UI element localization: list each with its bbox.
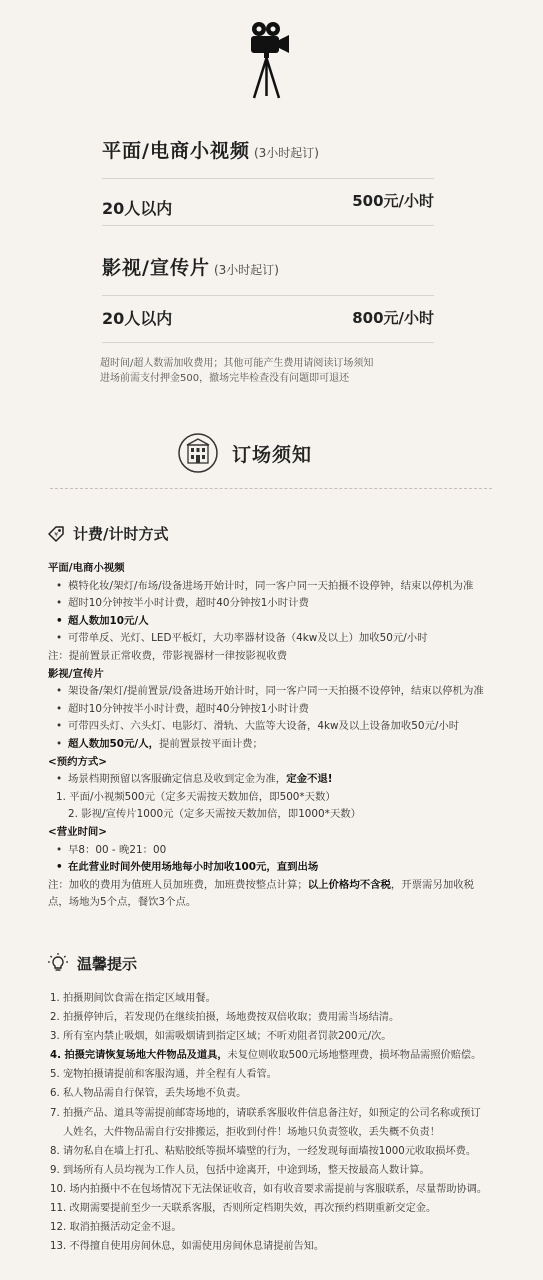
- price-block-film: [102, 253, 434, 343]
- list-item-bold: 以上价格均不含税: [307, 878, 391, 891]
- list-item: • 可带单反、光灯、LED平板灯，大功率器材设备（4kw及以上）加收50元/小时: [48, 630, 528, 648]
- notice-header: [178, 433, 312, 473]
- extra-line: 进场前需支付押金500，撤场完毕检查没有问题即可退还: [100, 373, 350, 384]
- price-value: 500元/小时: [352, 191, 434, 210]
- tip-item: 6. 私人物品需自行保管，丢失场地不负责。: [50, 1088, 247, 1100]
- list-item-bold: 定金不退!: [286, 773, 333, 786]
- price-people: 20人以内: [102, 308, 173, 328]
- list-item: [48, 771, 528, 789]
- list-item: • 在此营业时间外使用场地每小时加收100元，直到出场: [48, 859, 528, 877]
- extra-line: 超时间/超人数需加收费用；其他可能产生费用请阅读订场须知: [100, 358, 374, 369]
- divider: [102, 178, 434, 179]
- list-item-bold: 超人数加50元/人，: [68, 737, 159, 750]
- list-item: • 架设备/架灯/提前置景/设备进场开始计时，同一客户同一天拍摄不设停钟，结束以停机为准: [48, 683, 528, 701]
- tip-item: 3. 所有室内禁止吸烟，如需吸烟请到指定区域；不听劝阻者罚款200元/次。: [50, 1031, 392, 1043]
- lightbulb-icon: [47, 952, 69, 974]
- price-tag-icon: [47, 525, 65, 543]
- list-item-rest: 提前置景按平面计费；: [159, 737, 263, 750]
- extra-fee-note: [100, 356, 373, 386]
- tip-item: 10. 场内拍摄中不在包场情况下无法保证收音，如有收音要求需提前与客服联系，尽量帮助协调。: [50, 1183, 488, 1195]
- list-item: 点，场地为5个点，餐饮3个点。: [48, 896, 197, 909]
- list-item: • 早8：00 - 晚21：00: [48, 842, 528, 860]
- price-people: 20人以内: [102, 198, 173, 218]
- list-item-rest: ，开票需另加收税: [390, 878, 475, 891]
- list-item: 影视/宣传片: [48, 667, 104, 680]
- tip-item: 11. 改期需要提前至少一天联系客服，否则所定档期失效，再次预约档期重新交定金。: [50, 1203, 437, 1215]
- tip-item: [50, 1046, 525, 1065]
- list-item: • 可带四头灯、六头灯、电影灯、滑轨、大监等大设备，4kw及以上设备加收50元/小时: [48, 718, 528, 736]
- list-item: <营业时间>: [48, 825, 107, 838]
- tips-title: 温馨提示: [77, 954, 138, 973]
- building-icon: [178, 433, 218, 473]
- list-item: • 模特化妆/架灯/布场/设备进场开始计时，同一客户同一天拍摄不设停钟，结束以停机为准: [48, 578, 528, 596]
- list-item-rest: 注：加收的费用为值班人员加班费，加班费按整点计算；: [48, 878, 308, 891]
- list-item: <预约方式>: [48, 755, 107, 768]
- tip-item: 7. 拍摄产品、道具等需提前邮寄场地的，请联系客服收件信息备注好，如预定的公司名称或预订: [50, 1107, 481, 1119]
- price-block-flat: [102, 136, 434, 226]
- price-note: (3小时起订): [253, 146, 319, 160]
- list-item: • 超人数加10元/人: [48, 613, 528, 631]
- divider: [102, 225, 434, 226]
- list-item: • 超时10分钟按半小时计费，超时40分钟按1小时计费: [48, 595, 528, 613]
- divider: [102, 342, 434, 343]
- tip-item: 8. 请勿私自在墙上打孔、粘贴胶纸等损坏墙壁的行为，一经发现每面墙按1000元收取损坏费。: [50, 1145, 477, 1157]
- list-item: [48, 877, 528, 895]
- list-item: [48, 736, 528, 754]
- list-item: 平面/电商小视频: [48, 562, 125, 574]
- tip-item-rest: 未复位则收取500元场地整理费，损坏物品需照价赔偿。: [227, 1050, 482, 1062]
- price-title: 影视/宣传片: [102, 257, 210, 279]
- tips-list: [50, 989, 525, 1256]
- billing-header: [47, 523, 168, 544]
- tip-item: 13. 不得擅自使用房间休息，如需使用房间休息请提前告知。: [50, 1241, 325, 1253]
- svg-text:¥: ¥: [54, 531, 59, 538]
- list-item: 2. 影视/宣传片1000元（定多天需按天数加倍，即1000*天数）: [68, 808, 362, 821]
- notice-title: 订场须知: [232, 443, 313, 466]
- film-camera-icon: [246, 20, 290, 100]
- billing-title: 计费/计时方式: [73, 525, 169, 543]
- tips-header: [47, 952, 137, 974]
- tip-item: 12. 取消拍摄活动定金不退。: [50, 1222, 182, 1234]
- tip-item: 9. 到场所有人员均视为工作人员，包括中途离开，中途到场，整天按最高人数计算。: [50, 1164, 430, 1176]
- dashed-divider: [50, 488, 492, 489]
- price-value: 800元/小时: [352, 308, 434, 327]
- list-item: • 超时10分钟按半小时计费，超时40分钟按1小时计费: [48, 701, 528, 719]
- tip-item: 2. 拍摄停钟后，若发现仍在继续拍摄，场地费按双倍收取；费用需当场结清。: [50, 1012, 400, 1024]
- divider: [102, 295, 434, 296]
- billing-list: [48, 560, 528, 912]
- tip-item: 5. 宠物拍摄请提前和客服沟通，并全程有人看管。: [50, 1069, 277, 1081]
- list-item: 注：提前置景正常收费，带影视器材一律按影视收费: [48, 649, 287, 662]
- tip-item: 人姓名，大件物品需自行安排搬运，拒收到付件！场地只负责签收，丢失概不负责！: [63, 1126, 440, 1138]
- price-title: 平面/电商小视频: [102, 140, 250, 162]
- tip-item: 1. 拍摄期间饮食需在指定区域用餐。: [50, 993, 216, 1004]
- tip-item-bold: 4. 拍摄完请恢复场地大件物品及道具，: [50, 1050, 228, 1062]
- price-note: (3小时起订): [213, 263, 279, 277]
- list-item: 1. 平面/小视频500元（定多天需按天数加倍，即500*天数）: [56, 790, 336, 803]
- list-item-rest: 场景档期预留以客服确定信息及收到定金为准，: [68, 773, 287, 786]
